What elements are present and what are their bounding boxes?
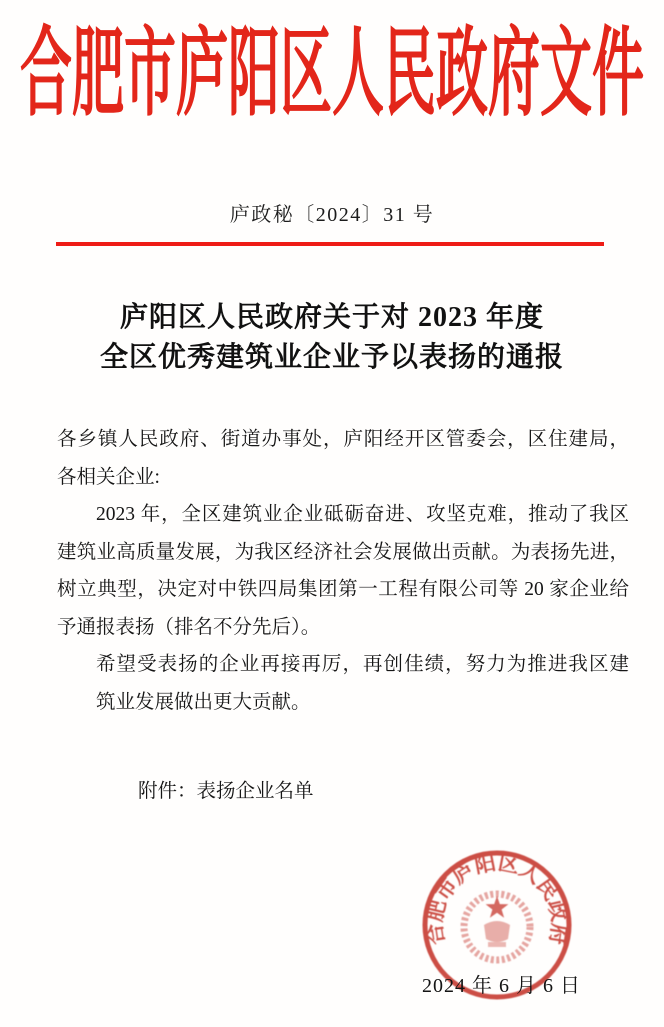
- document-body: [57, 421, 629, 721]
- letterhead: [0, 22, 664, 129]
- red-divider-rule: [56, 242, 604, 246]
- body-line: 各乡镇人民政府、街道办事处，庐阳经开区管委会，区住建局，: [57, 429, 629, 450]
- document-title: [0, 298, 664, 378]
- attachment-note: 附件：表扬企业名单: [138, 781, 314, 802]
- document-date: 2024 年 6 月 6 日: [422, 975, 581, 997]
- document-title-line1: 庐阳区人民政府关于对 2023 年度: [119, 302, 544, 333]
- body-line: 建筑业高质量发展，为我区经济社会发展做出贡献。为表扬先进，: [57, 541, 629, 563]
- emblem-star-icon: [486, 896, 509, 918]
- body-line: 2023 年，全区建筑业企业砥砺奋进、攻坚克难，推动了我区: [96, 504, 629, 525]
- document-number: 庐政秘〔2024〕31 号: [229, 204, 435, 226]
- body-line: 希望受表扬的企业再接再厉，再创佳绩，努力为推进我区建: [96, 654, 629, 675]
- national-emblem-icon: [464, 894, 530, 960]
- document-title-line2: 全区优秀建筑业企业予以表扬的通报: [99, 342, 564, 373]
- body-line: 各相关企业:: [57, 466, 160, 488]
- seal-text: 合肥市庐阳区人民政府: [422, 850, 572, 947]
- body-line: 予通报表扬（排名不分先后）。: [57, 616, 321, 638]
- letterhead-title: 合肥市庐阳区人民政府文件: [19, 22, 644, 129]
- body-line: 树立典型，决定对中铁四局集团第一工程有限公司等 20 家企业给: [57, 579, 629, 600]
- body-line: 筑业发展做出更大贡献。: [96, 691, 311, 713]
